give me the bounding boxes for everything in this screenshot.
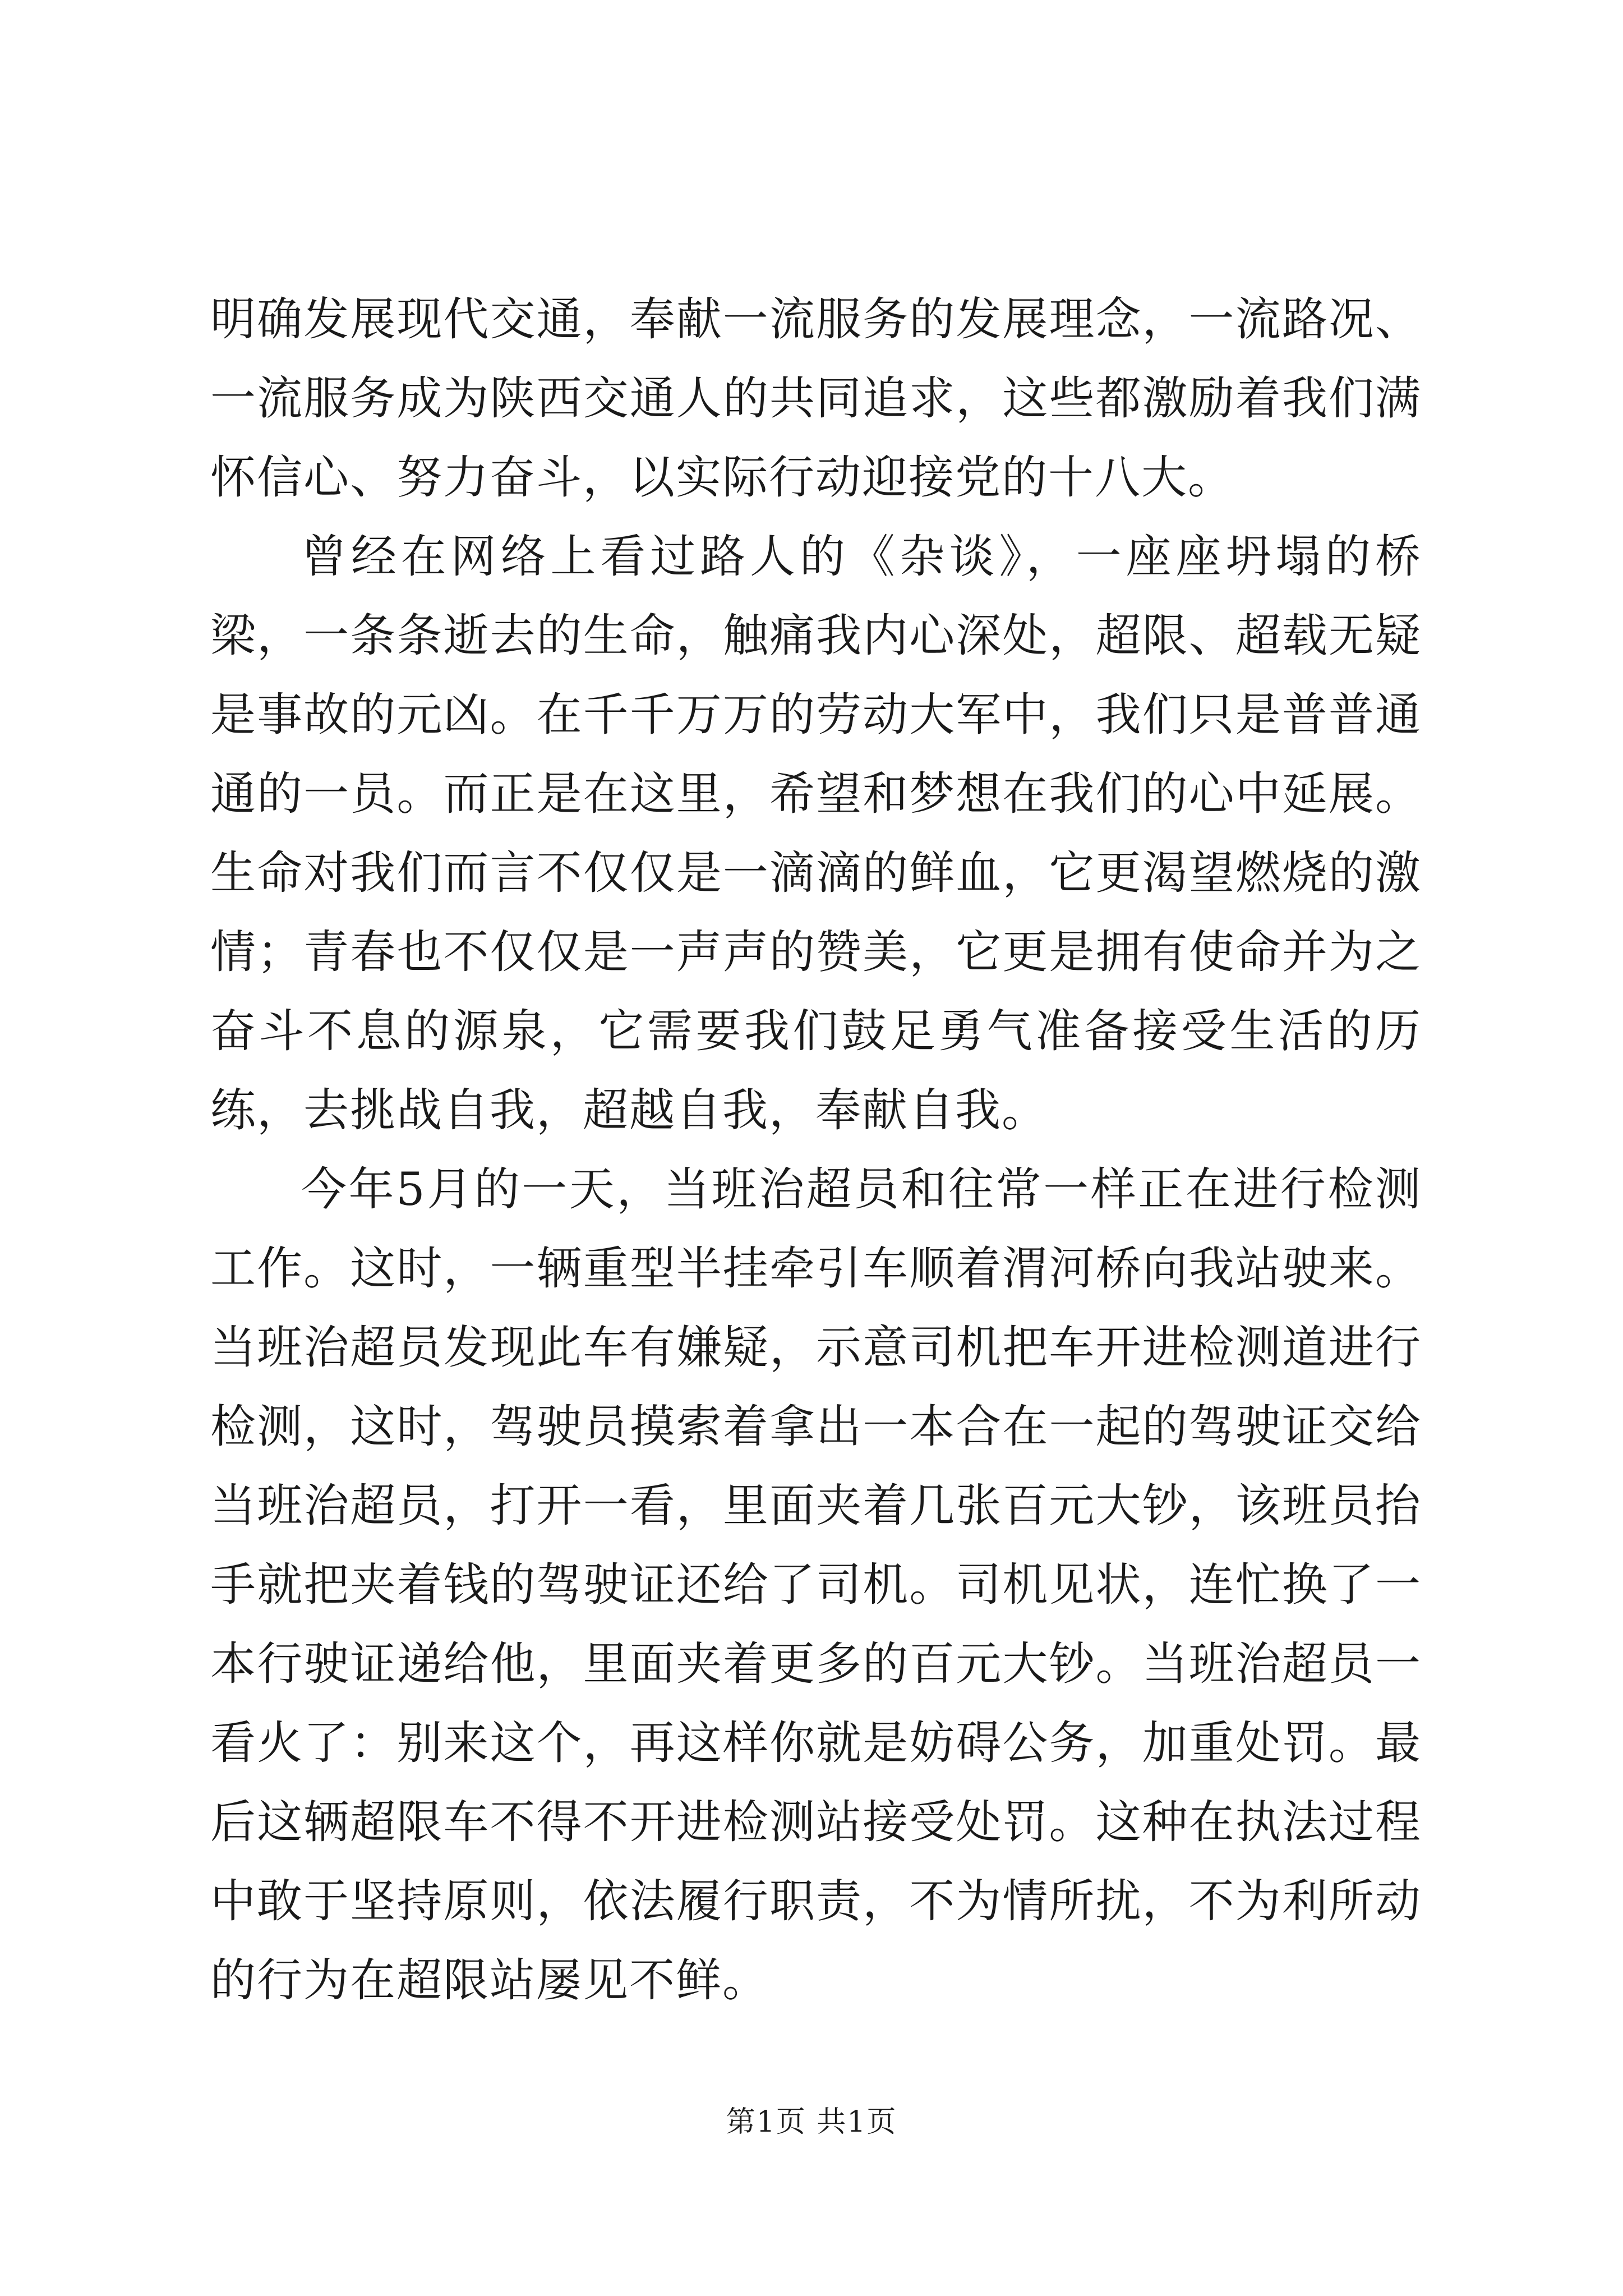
page-footer: 第1页 共1页 <box>726 2105 897 2139</box>
paragraph-3: 今年5月的一天，当班治超员和往常一样正在进行检测工作。这时，一辆重型半挂牵引车顺着渭河桥向我站驶来。当班治超员发现此车有嫌疑，示意司机把车开进检测道进行检测，这时，驾驶员摸索着拿出一本合在一起的驾驶证交给当班治超员，打开一看，里面夹着几张百元大钞，该班员抬手就把夹着钱的驾驶证还给了司机。司机见状，连忙换了一本行驶证递给他，里面夹着更多的百元大钞。当班治超员一看火了：别来这个，再这样你就是妨碍公务，加重处罚。最后这辆超限车不得不开进检测站接受处罚。这种在执法过程中敢于坚持原则，依法履行职责，不为情所扰，不为利所动的行为在超限站屡见不鲜。 <box>210 1163 1422 2007</box>
paragraph-1: 明确发展现代交通，奉献一流服务的发展理念，一流路况、一流服务成为陕西交通人的共同追求，这些都激励着我们满怀信心、努力奋斗，以实际行动迎接党的十八大。 <box>210 293 1422 504</box>
paragraph-2: 曾经在网络上看过路人的《杂谈》，一座座坍塌的桥梁，一条条逝去的生命，触痛我内心深处，超限、超载无疑是事故的元凶。在千千万万的劳动大军中，我们只是普普通通的一员。而正是在这里，希望和梦想在我们的心中延展。生命对我们而言不仅仅是一滴滴的鲜血，它更渴望燃烧的激情；青春也不仅仅是一声声的赞美，它更是拥有使命并为之奋斗不息的源泉，它需要我们鼓足勇气准备接受生活的历练，去挑战自我，超越自我，奉献自我。 <box>210 531 1422 1137</box>
body-text <box>210 280 1422 2021</box>
